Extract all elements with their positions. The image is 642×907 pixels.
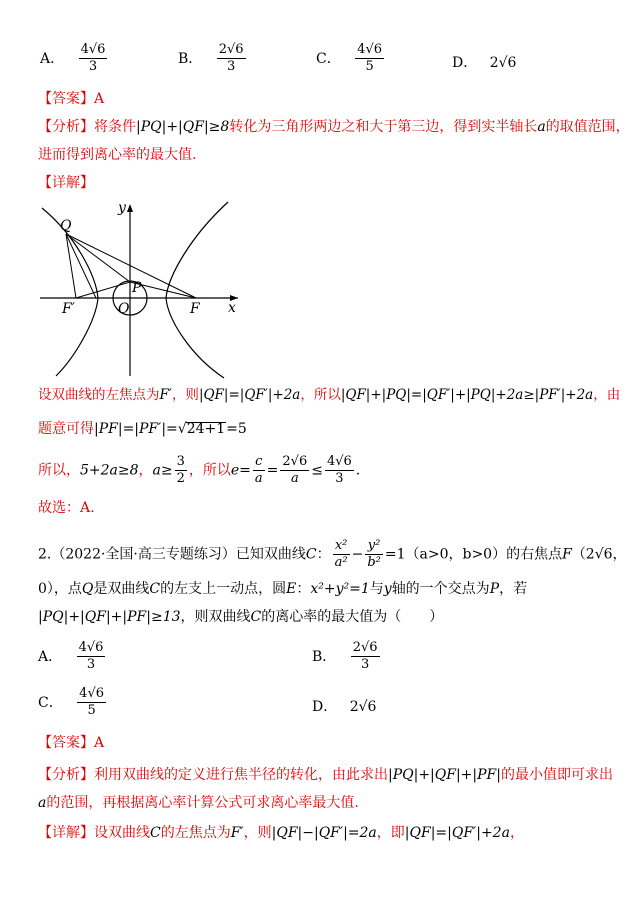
denominator: 3 <box>79 58 108 75</box>
q1-analysis-line1 <box>38 116 630 138</box>
segment-QP <box>66 234 130 282</box>
condition: |PQ|+|QF|≥8 <box>136 119 230 135</box>
equals: = <box>266 462 279 479</box>
q1-detail-tag: 【详解】 <box>38 175 94 191</box>
numerator: 4√6 <box>78 640 104 655</box>
hyperbola-figure <box>36 196 246 380</box>
numerator: 3 <box>176 454 185 469</box>
var-Q: Q <box>81 581 94 597</box>
option-fraction <box>77 686 106 719</box>
denominator: 3 <box>351 656 380 673</box>
option-label: A． <box>40 50 65 67</box>
text: ， <box>509 825 524 841</box>
text: 所以， <box>38 462 80 479</box>
text: ，则 <box>171 387 199 403</box>
answer-value: A <box>94 91 105 107</box>
answer-value: A <box>94 735 105 751</box>
var-F: F <box>562 546 572 563</box>
numerator: 2√6 <box>352 640 378 655</box>
denominator: a² <box>334 555 348 570</box>
denominator: 3 <box>77 656 106 673</box>
q1-option-c <box>316 42 386 75</box>
numerator: y² <box>367 538 381 553</box>
option-fraction <box>217 42 246 75</box>
text: ，若 <box>499 581 528 597</box>
y-axis-label: y <box>118 200 126 216</box>
text: ， <box>138 462 153 479</box>
circle-eq: x²+y²=1 <box>310 581 370 597</box>
text: 的离心率的最大值为（ ） <box>261 609 444 625</box>
option-label: B． <box>312 648 337 665</box>
text: 设双曲线 <box>94 825 150 841</box>
q1-solution-line4: 故选：A. <box>38 500 95 516</box>
text: 2.（2022·全国·高三专题练习）已知双曲线 <box>38 546 306 563</box>
text: ，所以 <box>188 462 231 479</box>
equation: |PF|=|PF′|= <box>94 421 178 437</box>
equation: e= <box>230 462 251 479</box>
q2-answer <box>38 732 104 754</box>
denominator: 5 <box>355 58 384 75</box>
option-label: C． <box>316 50 341 67</box>
text: ，则 <box>243 825 272 841</box>
numerator: c <box>255 454 263 469</box>
q2-analysis-line2 <box>38 792 359 814</box>
q1-option-b <box>178 42 248 75</box>
expression: |PQ|+|QF|+|PF| <box>388 767 501 783</box>
text: 是双曲线 <box>93 581 150 597</box>
point-P-label: P <box>132 280 142 296</box>
text: 进而得到离心率的最大值. <box>38 147 197 163</box>
numerator: 4√6 <box>79 686 104 701</box>
numerator: 4√6 <box>326 454 352 469</box>
fraction <box>253 454 265 487</box>
point-F-label: F <box>190 301 200 317</box>
denominator: 2 <box>176 471 185 486</box>
equation: |QF|=|QF′|+2a <box>198 387 301 403</box>
detail-tag: 【详解】 <box>38 825 94 841</box>
text: ： <box>316 546 331 563</box>
equation: |QF|=|QF′|+2a <box>404 825 510 841</box>
var-C: C <box>150 825 161 841</box>
fraction-y <box>365 538 383 571</box>
q2-option-b <box>312 640 382 673</box>
q2-stem-line2 <box>38 578 527 600</box>
text: 将条件 <box>94 119 136 135</box>
var-C: C <box>250 609 262 625</box>
condition: |PQ|+|QF|+|PF|≥13 <box>38 609 181 625</box>
var-a: a <box>38 795 47 811</box>
var-y: y <box>383 581 392 597</box>
option-fraction <box>79 42 108 75</box>
equation: 5+2a≥8 <box>80 462 139 479</box>
y-axis-arrow-icon <box>127 204 133 212</box>
option-value: 2√6 <box>489 55 517 71</box>
q2-analysis-line1 <box>38 764 613 786</box>
answer-tag: 【答案】 <box>38 91 94 107</box>
denominator: a <box>254 471 263 486</box>
text: 轴的一个交点为 <box>391 581 490 597</box>
q1-option-a <box>40 42 109 75</box>
text: 的范围，再根据离心率计算公式可求离心率最大值. <box>46 795 359 811</box>
denominator: 3 <box>325 470 354 487</box>
q1-solution-line3 <box>38 454 360 487</box>
text: ： <box>296 581 311 597</box>
text: ，则双曲线 <box>180 609 251 625</box>
equation: a≥ <box>152 462 173 479</box>
analysis-tag: 【分析】 <box>38 119 94 135</box>
radicand: 24+1 <box>186 421 226 437</box>
numerator: 4√6 <box>80 42 106 57</box>
numerator: 4√6 <box>357 42 382 57</box>
text: ，即 <box>376 825 405 841</box>
fraction <box>325 454 354 487</box>
var-Fprime: F′ <box>159 387 172 403</box>
option-label: A． <box>38 648 63 665</box>
option-label: C． <box>38 694 63 711</box>
text: 的左焦点为 <box>160 825 231 841</box>
condition: （a>0，b>0）的右焦点 <box>405 546 563 563</box>
segment-FpP <box>76 282 130 298</box>
text: 利用双曲线的定义进行焦半径的转化，由此求出 <box>94 767 388 783</box>
q1-option-d <box>452 52 516 72</box>
equation-end: =5 <box>226 421 247 437</box>
equation: |QF|+|PQ|=|QF′|+|PQ|+2a≥|PF′|+2a <box>340 387 594 403</box>
numerator: 2√6 <box>282 454 308 469</box>
var-P: P <box>489 581 500 597</box>
text: 设双曲线的左焦点为 <box>38 387 160 403</box>
text: 0），点 <box>38 581 82 597</box>
q2-option-a <box>38 640 107 673</box>
option-fraction <box>351 640 380 673</box>
denominator: a <box>280 470 309 487</box>
option-label: D． <box>312 699 338 715</box>
q1-solution-line1 <box>38 384 620 406</box>
denominator: 5 <box>77 702 106 719</box>
analysis-tag: 【分析】 <box>38 767 94 783</box>
text: ，所以 <box>300 387 341 403</box>
option-fraction <box>355 42 384 75</box>
period: . <box>355 462 361 479</box>
numerator: x² <box>334 538 348 553</box>
fraction <box>280 454 309 487</box>
equals-one: =1 <box>384 546 406 563</box>
q2-stem-line1 <box>38 538 627 571</box>
denominator: 3 <box>217 58 246 75</box>
text: 转化为三角形两边之和大于第三边，得到实半轴长 <box>229 119 538 135</box>
denominator: b² <box>367 555 381 570</box>
text: 的最小值即可求出 <box>500 767 613 783</box>
equation: |QF|−|QF′|=2a <box>271 825 377 841</box>
text: （2√6， <box>571 546 627 563</box>
text: 的左支上一动点，圆 <box>160 581 287 597</box>
option-value: 2√6 <box>349 699 377 715</box>
var-a: a <box>537 119 546 135</box>
option-label: D． <box>452 55 478 71</box>
hyperbola-right-branch <box>166 202 228 378</box>
q2-option-c <box>38 686 108 719</box>
q1-analysis-line2 <box>38 144 196 166</box>
text: 与 <box>369 581 384 597</box>
text: ，由 <box>593 387 621 403</box>
fraction-x <box>333 538 350 571</box>
option-label: B． <box>178 50 203 67</box>
numerator: 2√6 <box>218 42 244 57</box>
var-C: C <box>149 581 161 597</box>
var-E: E <box>286 581 297 597</box>
text: 题意可得 <box>38 421 94 437</box>
q2-detail-line1 <box>38 822 524 844</box>
le: ≤ <box>311 462 323 479</box>
q2-stem-line3 <box>38 606 443 628</box>
answer-tag: 【答案】 <box>38 735 94 751</box>
var-C: C <box>305 546 317 563</box>
origin-O-label: O <box>118 301 130 317</box>
q1-solution-line2: 题意可得|PF|=|PF′|=√24+1=5 <box>38 421 247 437</box>
point-Q-label: Q <box>60 218 72 234</box>
var-Fprime: F′ <box>230 825 244 841</box>
x-axis-label: x <box>228 300 236 316</box>
fraction <box>175 454 187 487</box>
q1-answer <box>38 88 104 110</box>
minus: − <box>351 546 364 563</box>
q2-option-d <box>312 696 376 716</box>
text: 的取值范围， <box>545 119 630 135</box>
option-fraction <box>77 640 106 673</box>
point-Fprime-label: F′ <box>62 301 75 317</box>
